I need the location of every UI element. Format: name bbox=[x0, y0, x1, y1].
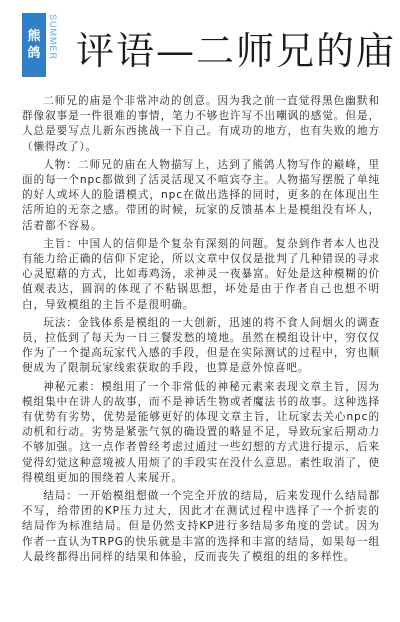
paragraph-intro: 二师兄的庙是个非常冲动的创意。因为我之前一直觉得黑色幽默和群像叙事是一件很难的事情，笔力不够也许写不出嘲讽的感觉。但是，人总是要写点儿新东西挑战一下自己。有成功的地方，也有失败的地方（懒得改了）。 bbox=[22, 95, 380, 153]
side-label: SUMMER bbox=[48, 14, 58, 60]
badge-char-2: 鸽 bbox=[27, 46, 41, 61]
header bbox=[0, 0, 400, 95]
paragraph-theme: 主旨：中国人的信仰是个复杂有深刻的问题。复杂到作者本人也没有能力给正确的信仰下定论，所以文章中仅仅是批判了几种错误的寻求心灵慰藉的方式，比如毒鸡汤，求神灵一夜暴富。好处是这种模糊的价值观表达，圆润的体现了不粘锅思想，坏处是由于作者自己也想不明白，导致模组的主旨不是很明确。 bbox=[22, 237, 380, 311]
page-title: 评语—二师兄的庙 bbox=[76, 29, 397, 73]
author-badge bbox=[22, 13, 46, 77]
paragraph-gameplay: 玩法：金钱体系是模组的一大创新，迅速的将不食人间烟火的调查员，拉低到了每天为一日三餐发愁的境地。虽然在模组设计中，穷仅仅作为了一个提高玩家代入感的手段，但是在实际测试的过程中，穷也顺便成为了限制玩家线索获取的手段，也算是意外惊喜吧。 bbox=[22, 316, 380, 375]
paragraph-ending: 结局：一开始模组想做一个完全开放的结局，后来发现什么结局都不写，给带团的KP压力过大，因此才在测试过程中选择了一个折衷的结局作为标准结局。但是仍然支持KP进行多结局多角度的尝试。因为作者一直认为TRPG的快乐就是丰富的选择和丰富的结局，如果每一组人最终都得出同样的结果和体验，反而丧失了模组的组的多样性。 bbox=[22, 490, 380, 563]
paragraph-characters: 人物：二师兄的庙在人物描写上，达到了熊鸽人物写作的巅峰，里面的每一个npc都做到了活灵活现又不喧宾夺主。人物描写摆脱了单纯的好人或坏人的脸谱模式，npc在做出选择的同时，更多的在体现出生活所迫的无奈之感。带团的时候，玩家的反馈基本上是模组没有坏人，活着都不容易。 bbox=[22, 158, 380, 232]
paragraph-mystery: 神秘元素：模组用了一个非常低的神秘元素来表现文章主旨，因为模组集中在讲人的故事，而不是神话生物或者魔法书的故事。这种选择有优势有劣势，优势是能够更好的体现文章主旨，让玩家去关心npc的动机和行动。劣势是紧张气氛的确设置的略显不足，导致玩家后期动力不够加强。这一点作者曾经考虑过通过一些幻想的方式进行提示，后来觉得幻觉这种意境被人用烦了的手段实在没什么意思。素性取消了，使得模组更加的围绕着人来展开。 bbox=[22, 380, 380, 484]
article-body bbox=[22, 94, 380, 568]
badge-char-1: 熊 bbox=[27, 29, 41, 44]
